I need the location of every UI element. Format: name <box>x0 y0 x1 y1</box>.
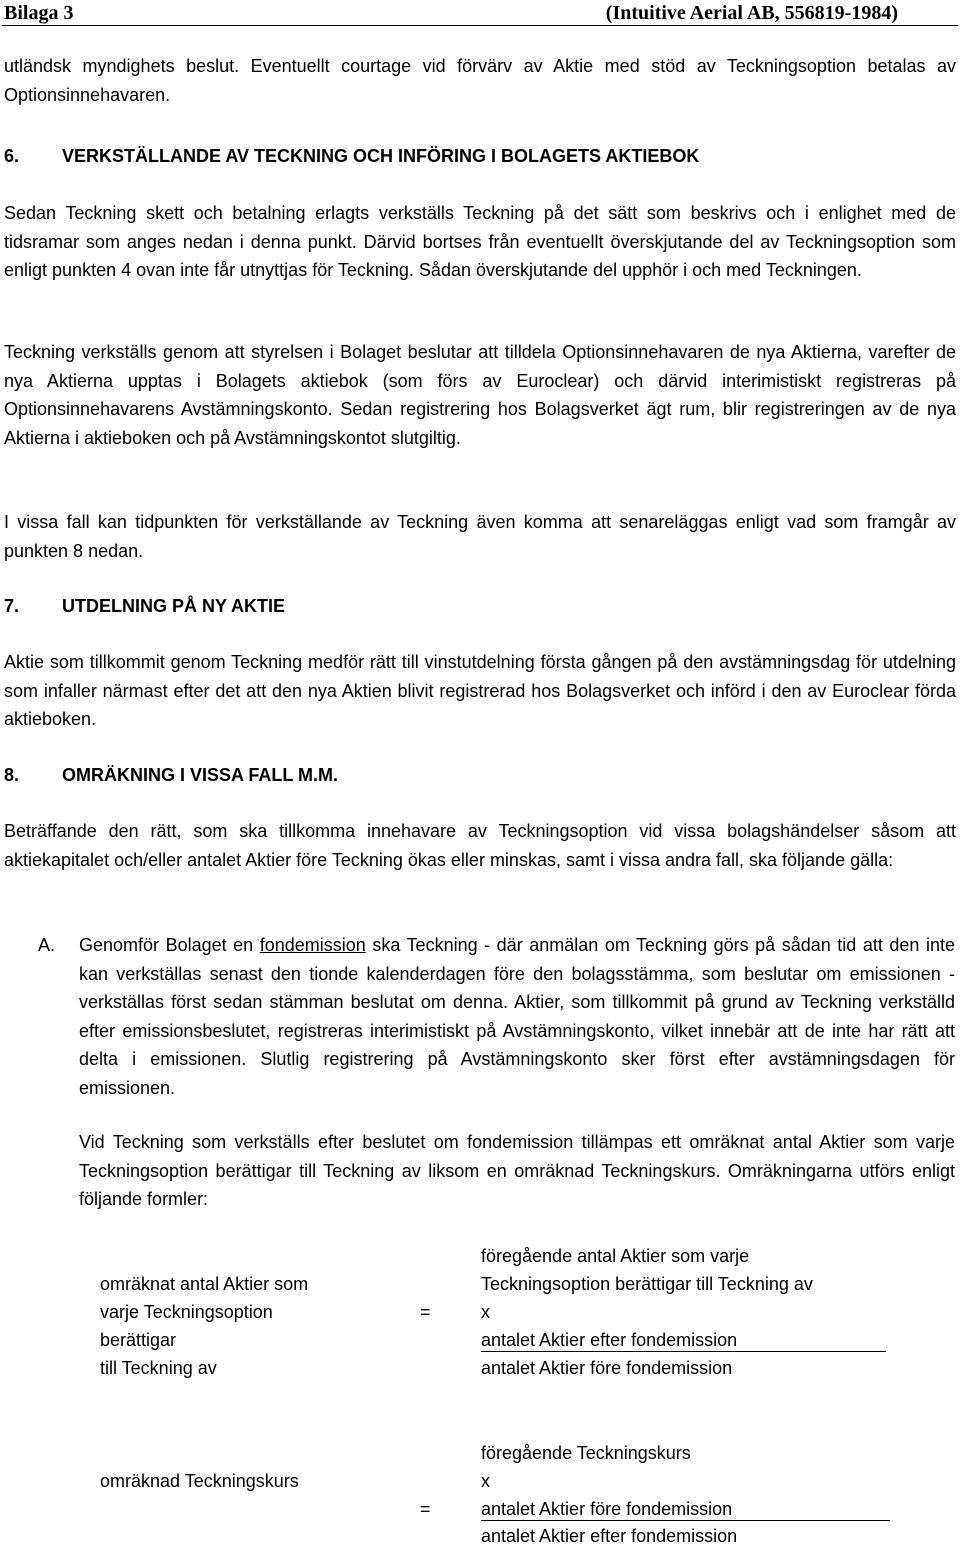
section-7-paragraph: Aktie som tillkommit genom Teckning medför rätt till vinstutdelning första gången på den avstämningsdag för utdelning som infaller närmast efter det att den nya Aktien blivit registrerad hos Bolagsverket och införd i den av Euroclear förda aktieboken. <box>4 652 956 729</box>
formula-2-right-line-1: föregående Teckningskurs <box>481 1443 691 1463</box>
section-7-heading <box>4 592 285 620</box>
header-appendix-label: Bilaga 3 <box>4 2 74 24</box>
formula-2-fraction-line <box>481 1520 890 1521</box>
formula-1-left-line-2: varje Teckningsoption <box>100 1302 273 1322</box>
formula-1-right-line-1: föregående antal Aktier som varje <box>481 1246 750 1266</box>
formula-2-equals: = <box>420 1499 431 1519</box>
section-6-heading <box>4 142 699 170</box>
list-item-a-text <box>79 931 955 1102</box>
list-item-a-term: fondemission <box>259 935 366 955</box>
section-7-number: 7. <box>4 596 20 616</box>
formula-1-multiply: x <box>481 1302 490 1322</box>
formula-2-numerator: antalet Aktier före fondemission <box>481 1499 733 1519</box>
formula-1-equals: = <box>420 1302 431 1322</box>
list-item-a-paragraph-2: Vid Teckning som verkställs efter beslutet om fondemission tillämpas ett omräknat antal Aktier som varje Teckningsoption berättigar till Teckning av liksom en omräknad Teckningskurs. Omräkningarna utförs enligt följande formler: <box>79 1132 955 1209</box>
header-divider <box>2 25 958 26</box>
list-item-a-text-start: Genomför Bolaget en <box>79 935 260 955</box>
formula-1-left-line-1: omräknat antal Aktier som <box>100 1274 309 1294</box>
section-6-paragraph-3: I vissa fall kan tidpunkten för verkställande av Teckning även komma att senareläggas enligt vad som framgår av punkten 8 nedan. <box>4 512 956 561</box>
list-item-a-marker: A. <box>38 935 56 955</box>
section-6-paragraph-1: Sedan Teckning skett och betalning erlagts verkställs Teckning på det sätt som beskrivs och i enlighet med de tidsramar som anges nedan i denna punkt. Därvid bortses från eventuellt överskjutande del av Teckningsoption som enligt punkten 4 ovan inte får utnyttjas för Teckning. Sådan överskjutande del upphör i och med Teckningen. <box>4 203 956 280</box>
section-8-paragraph: Beträffande den rätt, som ska tillkomma innehavare av Teckningsoption vid vissa bolagshändelser såsom att aktiekapitalet och/eller antalet Aktier före Teckning ökas eller minskas, samt i vissa andra fall, ska följande gälla: <box>4 821 956 870</box>
formula-2-multiply: x <box>481 1471 490 1491</box>
header-company-label: (Intuitive Aerial AB, 556819-1984) <box>605 2 898 24</box>
formula-2-left: omräknad Teckningskurs <box>100 1471 299 1491</box>
formula-1-left-line-4: till Teckning av <box>100 1358 217 1378</box>
section-8-number: 8. <box>4 765 20 785</box>
section-6-paragraph-2: Teckning verkställs genom att styrelsen i Bolaget beslutar att tilldela Optionsinnehavaren de nya Aktierna, varefter de nya Aktierna upptas i Bolagets aktiebok (som förs av Euroclear) och därvid interimistiskt registreras på Optionsinnehavarens Avstämningskonto. Sedan registrering hos Bolagsverket ägt rum, blir registreringen av de nya Aktierna i aktieboken och på Avstämningskontot slutgiltig. <box>4 342 956 448</box>
intro-paragraph: utländsk myndighets beslut. Eventuellt courtage vid förvärv av Aktie med stöd av Teckningsoption betalas av Optionsinnehavaren. <box>4 56 956 105</box>
section-6-number: 6. <box>4 146 20 166</box>
section-8-title: OMRÄKNING I VISSA FALL M.M. <box>62 765 339 785</box>
formula-1-numerator: antalet Aktier efter fondemission <box>481 1330 738 1350</box>
section-8-heading <box>4 761 338 789</box>
formula-1-denominator: antalet Aktier före fondemission <box>481 1358 733 1378</box>
list-item-a-text-rest: ska Teckning - där anmälan om Teckning görs på sådan tid att den inte kan verkställas senast den tionde kalenderdagen före den bolagsstämma, som beslutar om emissionen - verkställas först sedan stämman beslutat om denna. Aktier, som tillkommit på grund av Teckning verkställd efter emissionsbeslutet, registreras interimistiskt på Avstämningskonto, vilket innebär att de inte har rätt att delta i emissionen. Slutlig registrering på Avstämningskonto sker först efter avstämningsdagen för emissionen. <box>79 935 956 1098</box>
formula-1-right-line-2: Teckningsoption berättigar till Teckning av <box>481 1274 813 1294</box>
formula-2-denominator: antalet Aktier efter fondemission <box>481 1526 738 1546</box>
section-6-title: VERKSTÄLLANDE AV TECKNING OCH INFÖRING I BOLAGETS AKTIEBOK <box>62 146 700 166</box>
formula-1-left-line-3: berättigar <box>100 1330 177 1350</box>
section-7-title: UTDELNING PÅ NY AKTIE <box>62 596 286 616</box>
formula-1-fraction-line <box>481 1351 886 1352</box>
